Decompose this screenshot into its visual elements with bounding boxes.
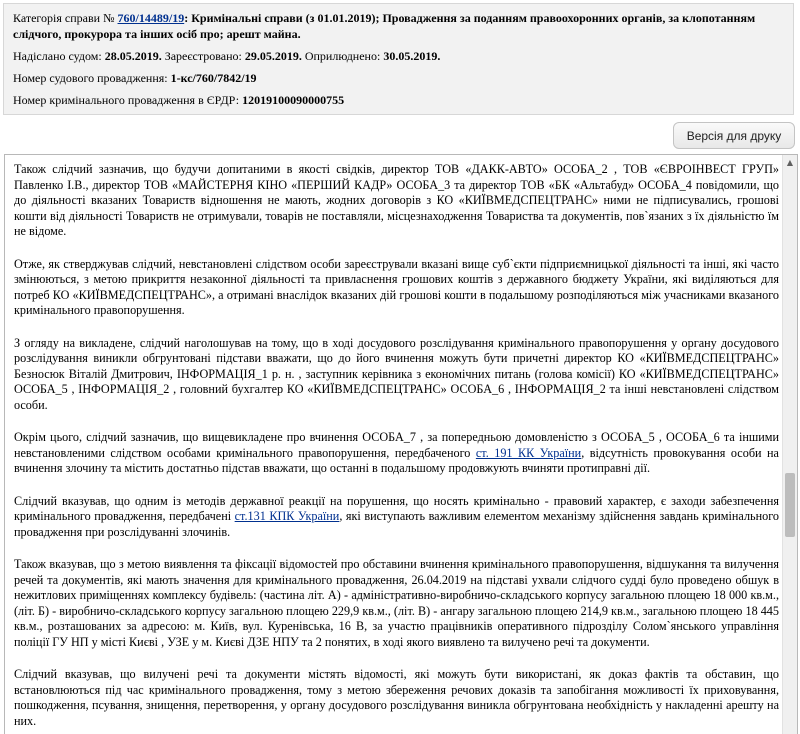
- category-label: Категорія справи №: [13, 11, 115, 25]
- law-link-art-191-cc[interactable]: ст. 191 КК України: [475, 445, 582, 460]
- scroll-up-arrow-icon[interactable]: ▲: [786, 157, 794, 167]
- dates-row: [13, 48, 784, 64]
- paragraph: Також слідчий зазначив, що будучи допитаними в якості свідків, директор ТОВ «ДАКК-АВТО» ОСОБА_2 , ТОВ «ЄВРОІНВЕСТ ГРУП» Павленко І.В., директор ТОВ «МАЙСТЕРНЯ КІНО «ПЕРШИЙ КАДР» ОСОБА_3 та директор ТОВ «БК «Альтабуд» ОСОБА_4 повідомили, що до діяльності вказаних Товариств відношення не мають, жодних договорів з КО «КИЇВМЕДСПЕЦТРАНС» ними не підписувались, грошові кошти від діяльності Товариств не отримували, товарів не поставляли, місцезнаходження Товариства та документів, пов`язаних з їх діяльністю їм не відоме.: [14, 162, 779, 238]
- registered-date: 29.05.2019.: [244, 49, 302, 63]
- category-text: : Кримінальні справи (з 01.01.2019); Провадження за поданням правоохоронних органів, за клопотанням слідчого, прокурора та інших осіб про; арешт майна.: [13, 11, 756, 41]
- case-category-row: [13, 10, 784, 42]
- scrollbar-thumb[interactable]: [785, 473, 795, 537]
- registered-label: Зареєстровано:: [164, 49, 242, 63]
- law-link-art-131-cpc[interactable]: ст.131 КПК України: [234, 509, 340, 523]
- paragraph-text: , які виступають важливим елементом механізму здійснення завдань кримінального провадження при розслідуванні злочинів.: [14, 509, 779, 539]
- paragraph: Також вказував, що з метою виявлення та фіксації відомостей про обставини вчинення кримінального правопорушення, відшукання та вилучення речей та документів, які мають значення для кримінального провадження, 26.04.2019 на підставі ухвали слідчого судді було проведено обшук в нежитлових приміщеннях комплексу будівель: (частина літ. А) - адміністративно-виробничо-складського корпусу загальною площею 18 000 кв.м., (літ. Б) - виробничо-складського корпусу загальною площею 229,9 кв.м., (літ. В) - ангару загальною площею 214,9 кв.м., загальною площею 18 445 кв.м., розташованих за адресою: м. Київ, вул. Куренівська, 16 В, за участю працівників оперативного підрозділу Солом`янського управління поліції ГУ НП у місті Києві , УЗЕ у м. Києві ДЗЕ НПУ та 2 понятих, в ході якого виявлено та вилучено речі та документи.: [14, 557, 779, 649]
- paragraph-text: Окрім цього, слідчий зазначив, що вищевикладене про вчинення ОСОБА_7 , за попередньою домовленістю з ОСОБА_5 , ОСОБА_6 та іншими невстановленими слідством особами кримінального правопорушення, передбаченого: [14, 430, 779, 460]
- document-text: [14, 162, 779, 734]
- document-frame[interactable]: [4, 154, 798, 734]
- court-case-row: [13, 70, 784, 86]
- case-number-link[interactable]: 760/14489/19: [117, 11, 185, 25]
- paragraph: З огляду на викладене, слідчий наголошував на тому, що в ході досудового розслідування кримінального правопорушення у органу досудового розслідування виникли обгрунтовані підстави вважати, що до його вчинення можуть бути причетні директор КО «КИЇВМЕДСПЕЦТРАНС» Безносюк Віталій Дмитрович, ІНФОРМАЦІЯ_1 р. н. , заступник керівника з економічних питань (голова комісії) КО «КИЇВМЕДСПЕЦТРАНС» ОСОБА_5 , ІНФОРМАЦІЯ_2 , головний бухгалтер КО «КИЇВМЕДСПЕЦТРАНС» ОСОБА_6 , ІНФОРМАЦІЯ_2 та інші невстановлені слідством особи.: [14, 335, 779, 412]
- paragraph: Слідчий вказував, що вилучені речі та документи містять відомості, які можуть бути використані, як доказ фактів та обставин, що встановлюються під час кримінального провадження, тому з метою збереження речових доказів та запобігання можливості їх приховування, пошкодження, псування, знищення, перетворення, у органу досудового розслідування виникла обгрунтована необхідність у накладенні арешту на них.: [14, 667, 779, 728]
- vertical-scrollbar[interactable]: [782, 155, 797, 734]
- paragraph: Отже, як стверджував слідчий, невстановлені слідством особи зареєстрували вказані вище суб`єкти підприємницької діяльності та інші, які часто змінюються, з метою прикриття незаконної діяльності та привласнення грошових коштів з державного бюджету України, які виділяються для потреб КО «КИЇВМЕДСПЕЦТРАНС», а отримані внаслідок вказаних дій грошові кошти в подальшому розподіляються між учасниками вказаного кримінального правопорушення.: [14, 256, 779, 317]
- paragraph: [14, 494, 779, 541]
- criminal-case-row: [13, 92, 784, 108]
- paragraph: [14, 430, 779, 477]
- sent-date: 28.05.2019.: [104, 49, 162, 63]
- court-case-number: 1-кс/760/7842/19: [170, 71, 257, 85]
- criminal-case-number: 12019100090000755: [242, 93, 345, 107]
- print-version-button[interactable]: Версія для друку: [673, 122, 795, 149]
- case-info-panel: [3, 3, 794, 115]
- published-date: 30.05.2019.: [383, 49, 441, 63]
- paragraph-text: Слідчий вказував, що одним із методів державної реакції на порушення, що носять кримінально - правовий характер, є заходи забезпечення кримінального провадження, передбачені: [14, 493, 779, 523]
- published-label: Оприлюднено:: [304, 49, 381, 63]
- sent-label: Надіслано судом:: [13, 49, 102, 63]
- court-case-label: Номер судового провадження:: [13, 71, 168, 85]
- criminal-case-label: Номер кримінального провадження в ЄРДР:: [13, 93, 240, 107]
- paragraph-text: , відсутність провокування особи на вчинення злочину та містить достатньо підстав вважати, що останні в подальшому продовжують вчиняти протиправні дії.: [14, 445, 779, 475]
